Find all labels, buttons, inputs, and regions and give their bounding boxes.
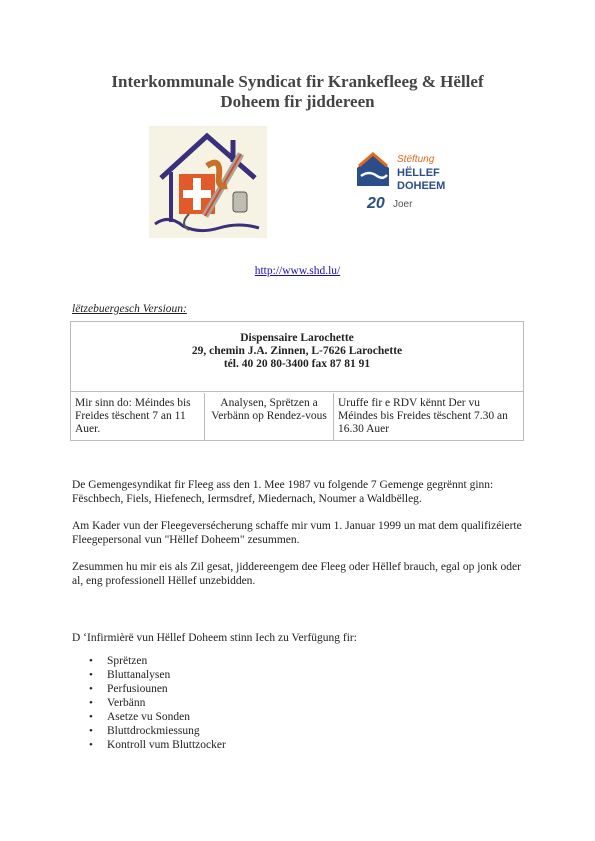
logo-number: 20 xyxy=(367,195,385,212)
logo-line-1: Stëftung xyxy=(397,154,435,165)
version-label: lëtzebuergesch Versioun: xyxy=(72,303,187,315)
house-medical-logo xyxy=(149,126,267,238)
dispensary-address: 29, chemin J.A. Zinnen, L-7626 Larochette xyxy=(191,345,403,357)
logo-line-3: DOHEEM xyxy=(397,180,446,192)
dispensary-name: Dispensaire Larochette xyxy=(240,332,354,344)
paragraph-goal: Zesummen hu mir eis als Zil gesat, jiddereengem dee Fleeg oder Hëllef brauch, egal op jonk oder al, eng professionell Hëllef unzebidden. xyxy=(72,561,521,587)
list-item: • Bluttdrockmiessung xyxy=(72,724,226,738)
page-title xyxy=(0,72,595,112)
opening-hours-cell: Mir sinn do: Méindes bis Freides tëschent 7 an 11 Auer. xyxy=(71,393,205,441)
paragraph-services-intro: D ‘Infirmièrë vun Hëllef Doheem stinn Iech zu Verfügung fir: xyxy=(72,632,357,644)
list-item: • Verbänn xyxy=(72,696,226,710)
logo-unit: Joer xyxy=(393,199,413,210)
services-appointment-cell: Analysen, Sprëtzen a Verbänn op Rendez-vous xyxy=(205,393,334,441)
hellef-doheem-logo xyxy=(355,148,460,214)
paragraph-founding: De Gemengesyndikat fir Fleeg ass den 1. Mee 1987 vu folgende 7 Gemenge gegrënnt ginn: Fëschbech, Fiels, Hiefenech, Iermsdref, Miedernach, Noumer a Waldbëlleg. xyxy=(72,479,494,505)
call-hours-cell: Uruffe fir e RDV kënnt Der vu Méindes bis Freides tëschent 7.30 an 16.30 Auer xyxy=(338,397,508,435)
list-item: • Sprëtzen xyxy=(72,654,226,668)
website-link-row xyxy=(0,265,595,277)
title-line-1: Interkommunale Syndicat fir Krankefleeg & Hëllef xyxy=(111,72,484,91)
title-line-2: Doheem fir jiddereen xyxy=(220,92,375,111)
website-link[interactable]: http://www.shd.lu/ xyxy=(254,265,341,277)
list-item: • Perfusiounen xyxy=(72,682,226,696)
list-item: • Bluttanalysen xyxy=(72,668,226,682)
paragraph-care-insurance: Am Kader vun der Fleegeversécherung schaffe mir vum 1. Januar 1999 un mat dem qualifizéierte Fleegepersonal vun "Hëllef Doheem" zesummen. xyxy=(72,520,522,546)
list-item: • Asetze vu Sonden xyxy=(72,710,226,724)
services-list xyxy=(72,654,226,752)
list-item: • Kontroll vum Bluttzocker xyxy=(72,738,226,752)
logo-line-2: HËLLEF xyxy=(397,167,440,179)
contact-header xyxy=(71,322,523,392)
dispensary-phone: tél. 40 20 80-3400 fax 87 81 91 xyxy=(223,358,371,370)
contact-box xyxy=(70,321,524,441)
